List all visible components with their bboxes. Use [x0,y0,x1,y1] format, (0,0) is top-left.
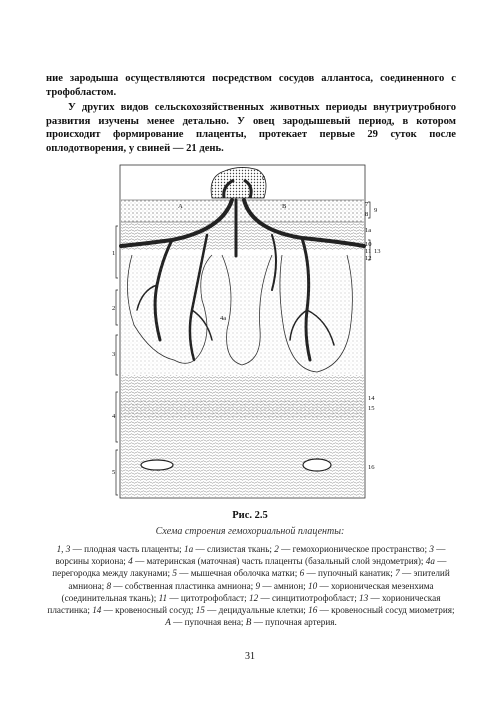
legend-text: — синцитиотрофобласт; [258,592,360,603]
label-9: 9 [374,207,378,214]
legend-number: 9 [255,580,261,591]
label-7: 7 [365,201,369,208]
legend-text: — амнион; [260,580,308,591]
legend-number: 6 [299,568,305,579]
label-1: 1 [112,250,116,257]
legend-text: — децидуальные клетки; [204,605,309,616]
placenta-diagram [112,160,400,502]
legend-number: 1, 3 [56,544,71,554]
legend-text: — гемохорионическое пространство; [278,544,430,554]
legend-number: 14 [92,605,102,616]
label-15: 15 [368,405,375,412]
legend-text: — слизистая ткань; [193,544,275,554]
legend-number: 4а [425,556,435,567]
legend-text: — ворсины хориона; [55,544,446,567]
legend-number: 15 [195,605,205,616]
legend-number: 4 [128,556,133,567]
legend-number: В [245,617,252,628]
paragraph-body [46,101,456,155]
chorionic-plate [121,222,364,250]
legend-number: 1а [183,544,194,554]
legend-number: 12 [249,592,259,603]
legend-text: — хорионическая пластинка; [47,592,441,616]
figure-legend [46,543,456,628]
myometrium-vessel-right [303,459,331,471]
figure-title: Рис. 2.5 [232,510,268,521]
myometrium-vessel-left [141,460,173,470]
figure-subtitle: Схема строения гемохориальной плаценты: [155,526,345,537]
page-number: 31 [245,651,255,662]
legend-number: 3 [429,544,434,554]
legend-text: — цитотрофобласт; [167,592,250,603]
legend-number: 8 [106,580,112,591]
legend-text: — собственная пластинка амниона; [111,580,256,591]
label-2: 2 [112,305,116,312]
label-14: 14 [368,395,375,402]
label-11: 11 [365,248,372,255]
legend-text: — плодная часть плаценты; [70,544,184,554]
legend-number: 7 [395,568,400,579]
legend-number: 10 [307,580,318,591]
label-4: 4 [112,413,116,420]
paragraph-body-text: У других видов сельскохозяйственных животных периоды внутриутробного развития изучены менее детально. У овец зародышевый период, в котором происходит формирование плаценты, протекает первые 29 суток после оплодотворения, у свиней — 21 день. [46,102,456,154]
legend-text: — пупочный канатик; [304,568,396,579]
label-16: 16 [368,464,375,471]
label-13: 13 [374,248,381,255]
legend-text: — пупочная артерия. [251,617,337,628]
label-b: В [282,203,287,210]
legend-text: — материнская (маточная) часть плаценты (базальный слой эндометрия); [132,556,426,567]
legend-text: — перегородка между лакунами; [52,556,447,579]
legend-text: — кровеносный сосуд миометрия; [317,605,455,616]
amnion-layer [121,200,364,222]
legend-number: 5 [172,568,177,579]
legend-number: 2 [274,544,279,554]
label-8: 8 [365,211,369,218]
legend-text: — эпителий амниона; [68,568,450,591]
paragraph-continuation: ние зародыша осуществляются посредством сосудов аллантоса, соединенного с трофобластом. [46,73,456,98]
label-4a: 4а [220,315,227,322]
legend-number: 11 [158,592,168,603]
legend-text: — пупочная вена; [170,617,246,628]
legend-number: 16 [308,605,318,616]
label-12: 12 [365,255,372,262]
legend-text: — мышечная оболочка матки; [176,568,300,579]
label-3: 3 [112,351,116,358]
label-a: А [178,203,183,210]
label-6: 6 [262,175,266,182]
legend-number: А [165,617,171,628]
label-1a: 1а [365,227,372,234]
legend-text: — хорионическая мезенхима (соединительная ткань); [61,580,434,603]
legend-number: 13 [359,592,369,603]
label-10: 10 [365,241,372,248]
legend-text: — кровеносный сосуд; [101,605,196,616]
label-5: 5 [112,469,116,476]
